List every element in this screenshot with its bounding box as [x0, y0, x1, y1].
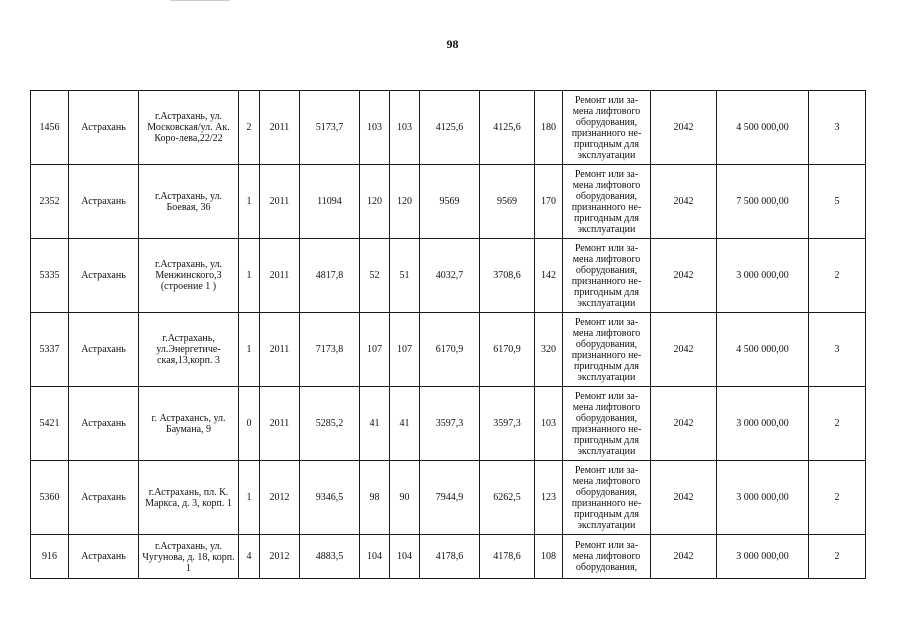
- cost-cell: 3 000 000,00: [717, 387, 809, 461]
- row-id: 2352: [31, 165, 69, 239]
- area-3-cell: 4178,6: [480, 535, 535, 579]
- total-area-cell: 5285,2: [300, 387, 360, 461]
- column-4-cell: 4: [239, 535, 260, 579]
- row-id: 5337: [31, 313, 69, 387]
- planned-year-cell: 2042: [651, 239, 717, 313]
- work-type-cell: Ремонт или за-мена лифтового оборудования, признанного не-пригодным для эксплуатации: [563, 239, 651, 313]
- table-row: [31, 461, 866, 535]
- year-cell: 2012: [260, 535, 300, 579]
- column-4-cell: 1: [239, 165, 260, 239]
- column-8-cell: 90: [390, 461, 420, 535]
- area-2-cell: 4125,6: [420, 91, 480, 165]
- table-row: [31, 387, 866, 461]
- total-area-cell: 7173,8: [300, 313, 360, 387]
- planned-year-cell: 2042: [651, 387, 717, 461]
- column-11-cell: 180: [535, 91, 563, 165]
- city-cell: Астрахань: [69, 91, 139, 165]
- area-2-cell: 3597,3: [420, 387, 480, 461]
- column-11-cell: 142: [535, 239, 563, 313]
- address-cell: г.Астрахань, ул. Менжинского,3 (строение 1 ): [139, 239, 239, 313]
- column-15-cell: 5: [809, 165, 866, 239]
- column-11-cell: 123: [535, 461, 563, 535]
- work-type-cell: Ремонт или за-мена лифтового оборудования, признанного не-пригодным для эксплуатации: [563, 387, 651, 461]
- total-area-cell: 4817,8: [300, 239, 360, 313]
- area-3-cell: 6170,9: [480, 313, 535, 387]
- column-4-cell: 0: [239, 387, 260, 461]
- table-row: [31, 91, 866, 165]
- address-cell: г.Астрахань, ул. Московская/ул. Ак. Коро-лева,22/22: [139, 91, 239, 165]
- total-area-cell: 11094: [300, 165, 360, 239]
- column-8-cell: 107: [390, 313, 420, 387]
- work-type-cell: Ремонт или за-мена лифтового оборудования, признанного не-пригодным для эксплуатации: [563, 91, 651, 165]
- city-cell: Астрахань: [69, 461, 139, 535]
- row-id: 1456: [31, 91, 69, 165]
- row-id: 5421: [31, 387, 69, 461]
- table-row: [31, 535, 866, 579]
- area-3-cell: 3597,3: [480, 387, 535, 461]
- cost-cell: 4 500 000,00: [717, 91, 809, 165]
- total-area-cell: 4883,5: [300, 535, 360, 579]
- cost-cell: 4 500 000,00: [717, 313, 809, 387]
- column-8-cell: 104: [390, 535, 420, 579]
- planned-year-cell: 2042: [651, 165, 717, 239]
- table-row: [31, 165, 866, 239]
- column-4-cell: 1: [239, 461, 260, 535]
- column-11-cell: 103: [535, 387, 563, 461]
- cost-cell: 7 500 000,00: [717, 165, 809, 239]
- column-4-cell: 2: [239, 91, 260, 165]
- column-8-cell: 103: [390, 91, 420, 165]
- column-8-cell: 41: [390, 387, 420, 461]
- year-cell: 2011: [260, 387, 300, 461]
- planned-year-cell: 2042: [651, 313, 717, 387]
- address-cell: г.Астрахань, ул. Боевая, 36: [139, 165, 239, 239]
- row-id: 5360: [31, 461, 69, 535]
- column-7-cell: 41: [360, 387, 390, 461]
- page-number: 98: [446, 37, 459, 51]
- column-15-cell: 2: [809, 239, 866, 313]
- area-2-cell: 4032,7: [420, 239, 480, 313]
- column-7-cell: 98: [360, 461, 390, 535]
- area-3-cell: 3708,6: [480, 239, 535, 313]
- address-cell: г.Астрахань, ул. Чугунова, д. 18, корп. 1: [139, 535, 239, 579]
- table-body: [31, 91, 866, 579]
- address-cell: г. Астрахансь, ул. Баумана, 9: [139, 387, 239, 461]
- column-11-cell: 108: [535, 535, 563, 579]
- area-3-cell: 6262,5: [480, 461, 535, 535]
- column-15-cell: 2: [809, 461, 866, 535]
- city-cell: Астрахань: [69, 165, 139, 239]
- city-cell: Астрахань: [69, 535, 139, 579]
- row-id: 916: [31, 535, 69, 579]
- area-2-cell: 6170,9: [420, 313, 480, 387]
- year-cell: 2011: [260, 91, 300, 165]
- column-15-cell: 2: [809, 387, 866, 461]
- year-cell: 2012: [260, 461, 300, 535]
- column-7-cell: 120: [360, 165, 390, 239]
- column-7-cell: 52: [360, 239, 390, 313]
- column-15-cell: 3: [809, 313, 866, 387]
- table-row: [31, 313, 866, 387]
- cost-cell: 3 000 000,00: [717, 461, 809, 535]
- area-3-cell: 9569: [480, 165, 535, 239]
- year-cell: 2011: [260, 165, 300, 239]
- total-area-cell: 5173,7: [300, 91, 360, 165]
- planned-year-cell: 2042: [651, 461, 717, 535]
- column-11-cell: 320: [535, 313, 563, 387]
- column-11-cell: 170: [535, 165, 563, 239]
- planned-year-cell: 2042: [651, 91, 717, 165]
- area-3-cell: 4125,6: [480, 91, 535, 165]
- column-4-cell: 1: [239, 239, 260, 313]
- column-4-cell: 1: [239, 313, 260, 387]
- work-type-cell: Ремонт или за-мена лифтового оборудования, признанного не-пригодным для эксплуатации: [563, 461, 651, 535]
- cost-cell: 3 000 000,00: [717, 239, 809, 313]
- year-cell: 2011: [260, 239, 300, 313]
- work-type-cell: Ремонт или за-мена лифтового оборудования,: [563, 535, 651, 579]
- area-2-cell: 7944,9: [420, 461, 480, 535]
- address-cell: г.Астрахань, пл. К. Маркса, д. 3, корп. 1: [139, 461, 239, 535]
- row-id: 5335: [31, 239, 69, 313]
- table-row: [31, 239, 866, 313]
- address-cell: г.Астрахань, ул.Энергетиче-ская,13,корп. 3: [139, 313, 239, 387]
- area-2-cell: 9569: [420, 165, 480, 239]
- column-7-cell: 104: [360, 535, 390, 579]
- work-type-cell: Ремонт или за-мена лифтового оборудования, признанного не-пригодным для эксплуатации: [563, 165, 651, 239]
- column-7-cell: 103: [360, 91, 390, 165]
- planned-year-cell: 2042: [651, 535, 717, 579]
- total-area-cell: 9346,5: [300, 461, 360, 535]
- city-cell: Астрахань: [69, 313, 139, 387]
- column-7-cell: 107: [360, 313, 390, 387]
- column-8-cell: 120: [390, 165, 420, 239]
- column-15-cell: 3: [809, 91, 866, 165]
- work-type-cell: Ремонт или за-мена лифтового оборудования, признанного не-пригодным для эксплуатации: [563, 313, 651, 387]
- area-2-cell: 4178,6: [420, 535, 480, 579]
- lift-repair-table: [30, 90, 866, 579]
- year-cell: 2011: [260, 313, 300, 387]
- cost-cell: 3 000 000,00: [717, 535, 809, 579]
- city-cell: Астрахань: [69, 239, 139, 313]
- scan-artifact: [170, 0, 230, 3]
- column-8-cell: 51: [390, 239, 420, 313]
- column-15-cell: 2: [809, 535, 866, 579]
- city-cell: Астрахань: [69, 387, 139, 461]
